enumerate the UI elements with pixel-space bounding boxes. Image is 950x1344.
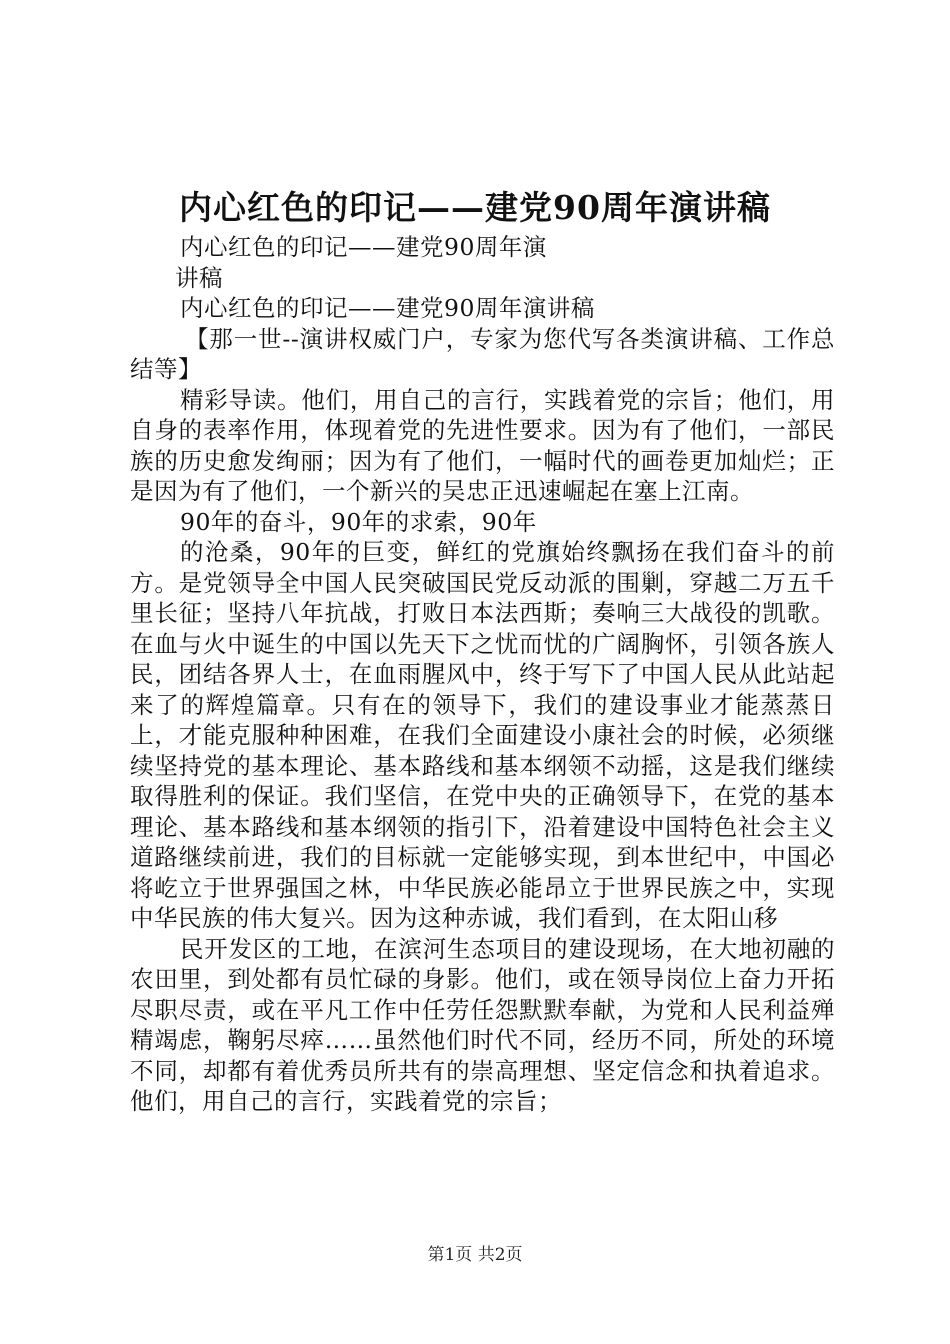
document-title: 内心红色的印记——建党90周年演讲稿 <box>179 188 771 227</box>
page-number-footer: 第1页 共2页 <box>427 1245 523 1265</box>
paragraph-source-note: 【那一世--演讲权威门户，专家为您代写各类演讲稿、工作总结等】 <box>130 324 835 383</box>
paragraph-history: 的沧桑，90年的巨变，鲜红的党旗始终飘扬在我们奋斗的前方。是党领导全中国人民突破国民党反动派的围剿，穿越二万五千里长征；坚持八年抗战，打败日本法西斯；奏响三大战役的凯歌。在血与火中诞生的中国以先天下之忧而忧的广阔胸怀，引领各族人民，团结各界人士，在血雨腥风中，终于写下了中国人民从此站起来了的辉煌篇章。只有在的领导下，我们的建设事业才能蒸蒸日上，才能克服种种困难，在我们全面建设小康社会的时候，必须继续坚持党的基本理论、基本路线和基本纲领不动摇，这是我们继续取得胜利的保证。我们坚信，在党中央的正确领导下，在党的基本理论、基本路线和基本纲领的指引下，沿着建设中国特色社会主义道路继续前进，我们的目标就一定能够实现，到本世纪中，中国必将屹立于世界强国之林，中华民族必能昂立于世界民族之中，实现中华民族的伟大复兴。因为这种赤诚，我们看到，在太阳山移 <box>130 538 835 932</box>
paragraph-intro: 精彩导读。他们，用自己的言行，实践着党的宗旨；他们，用自身的表率作用，体现着党的先进性要求。因为有了他们，一部民族的历史愈发绚丽；因为有了他们，一幅时代的画卷更加灿烂；正是因为有了他们，一个新兴的吴忠正迅速崛起在塞上江南。 <box>130 385 835 505</box>
paragraph-subtitle-repeat: 内心红色的印记——建党90周年演讲稿 <box>180 294 595 322</box>
paragraph-90-years-line: 90年的奋斗，90年的求索，90年 <box>180 507 537 536</box>
paragraph-subtitle-line1: 内心红色的印记——建党90周年演 <box>180 233 547 261</box>
paragraph-development-zone: 民开发区的工地，在滨河生态项目的建设现场，在大地初融的农田里，到处都有员忙碌的身影。他们，或在领导岗位上奋力开拓尽职尽责，或在平凡工作中任劳任怨默默奉献，为党和人民利益殚精竭虑，鞠躬尽瘁……虽然他们时代不同，经历不同，所处的环境不同，却都有着优秀员所共有的崇高理想、坚定信念和执着追求。他们，用自己的言行，实践着党的宗旨； <box>130 934 835 1115</box>
document-body <box>130 232 835 1117</box>
paragraph-subtitle-line2: 讲稿 <box>175 263 223 292</box>
